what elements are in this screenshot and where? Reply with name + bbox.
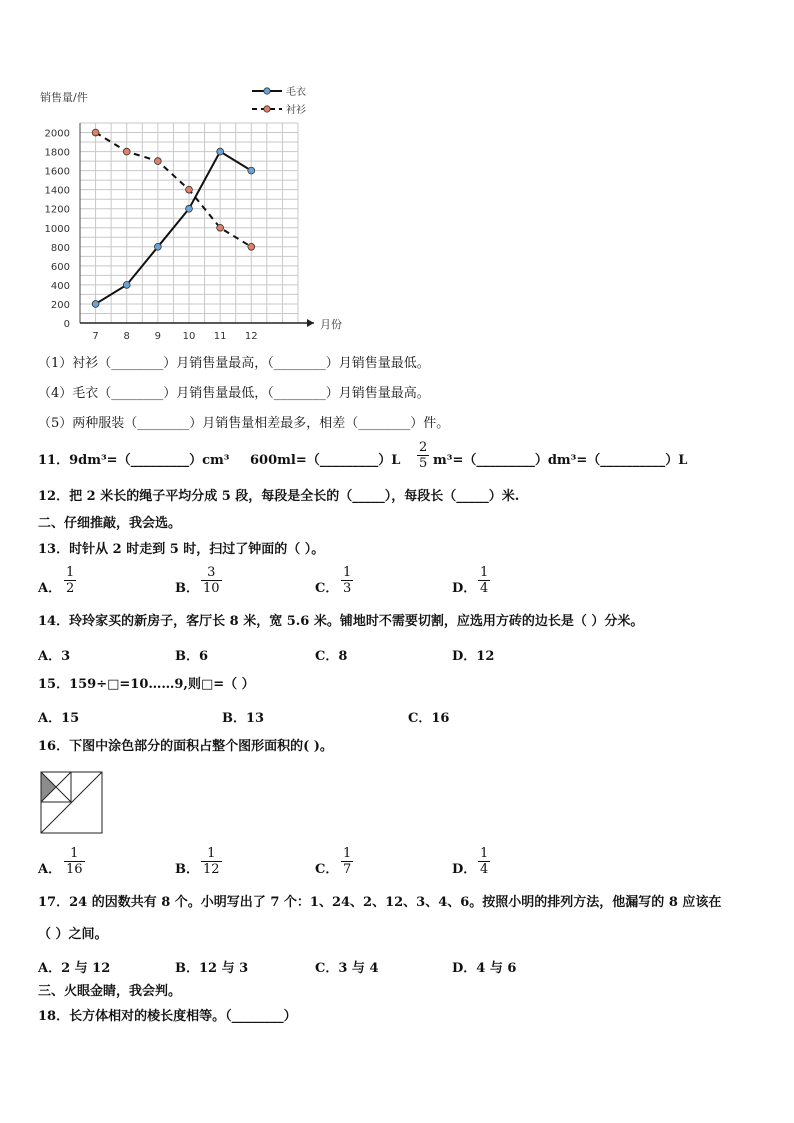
q14-option-c[interactable]: C．8 bbox=[315, 649, 348, 664]
fraction-numerator: 1 bbox=[66, 565, 75, 580]
question-11-part-a: 11．9dm³=（_________）cm³ bbox=[38, 453, 230, 468]
q15-option-b[interactable]: B．13 bbox=[222, 711, 265, 726]
data-point-sweater bbox=[186, 205, 193, 212]
fraction-denominator: 7 bbox=[343, 862, 352, 877]
fraction-numerator: 1 bbox=[480, 565, 489, 580]
data-point-shirt bbox=[154, 158, 161, 165]
x-tick-label: 7 bbox=[92, 331, 99, 340]
option-fraction bbox=[64, 846, 85, 877]
question-11-fraction bbox=[417, 440, 429, 471]
option-fraction bbox=[201, 565, 222, 596]
section-2-heading: 二、仔细推敲，我会选。 bbox=[38, 516, 182, 531]
question-14: 14．玲玲家买的新房子，客厅长 8 米，宽 5.6 米。铺地时不需要切割，应选用方砖的边长是（ ）分米。 bbox=[38, 614, 644, 629]
fraction-numerator: 2 bbox=[419, 440, 428, 455]
legend-label: 毛衣 bbox=[286, 87, 306, 98]
option-fraction bbox=[478, 846, 490, 877]
q14-option-b[interactable]: B．6 bbox=[175, 649, 209, 664]
data-point-sweater bbox=[217, 148, 224, 155]
y-tick-label: 1200 bbox=[44, 204, 70, 216]
y-tick-label: 0 bbox=[63, 319, 70, 330]
fraction-numerator: 1 bbox=[64, 846, 85, 862]
option-label: B． bbox=[175, 581, 199, 596]
q17-option-d[interactable]: D．4 与 6 bbox=[452, 961, 517, 976]
question-5: （5）两种服装（________）月销售量相差最多，相差（________）件。 bbox=[38, 416, 450, 431]
x-tick-label: 9 bbox=[154, 331, 162, 340]
legend-marker bbox=[264, 106, 270, 112]
y-tick-label: 200 bbox=[50, 299, 70, 311]
question-15: 15．159÷□=10……9,则□=（ ） bbox=[38, 677, 255, 692]
question-11-part-b: 600ml=（_________）L bbox=[250, 453, 401, 468]
x-tick-label: 12 bbox=[244, 331, 258, 340]
data-point-shirt bbox=[186, 186, 193, 193]
option-label: A． bbox=[38, 581, 62, 596]
data-point-shirt bbox=[217, 224, 224, 231]
question-13: 13．时针从 2 时走到 5 时，扫过了钟面的（ ）。 bbox=[38, 542, 325, 557]
fraction-numerator: 1 bbox=[201, 846, 222, 862]
question-12: 12．把 2 米长的绳子平均分成 5 段，每段是全长的（_____），每段长（_____）米. bbox=[38, 489, 520, 504]
legend-label: 衬衫 bbox=[286, 105, 306, 116]
question-16: 16．下图中涂色部分的面积占整个图形面积的( )。 bbox=[38, 739, 333, 754]
fraction-numerator: 1 bbox=[343, 565, 352, 580]
q17-option-b[interactable]: B．12 与 3 bbox=[175, 961, 249, 976]
data-point-shirt bbox=[248, 243, 255, 250]
fraction-denominator: 4 bbox=[480, 581, 489, 596]
fraction-denominator: 2 bbox=[66, 581, 75, 596]
x-tick-label: 11 bbox=[213, 331, 227, 340]
question-17-line-2: （ ）之间。 bbox=[38, 927, 108, 942]
data-point-sweater bbox=[123, 282, 130, 289]
q16-option-c[interactable] bbox=[315, 846, 352, 877]
q16-option-b[interactable] bbox=[175, 846, 220, 877]
fraction-numerator: 1 bbox=[480, 846, 489, 861]
fraction-denominator: 12 bbox=[203, 862, 220, 877]
sales-line-chart bbox=[30, 80, 350, 340]
option-fraction bbox=[64, 565, 76, 596]
option-fraction bbox=[201, 846, 222, 877]
fraction-numerator: 1 bbox=[343, 846, 352, 861]
y-tick-label: 1600 bbox=[44, 166, 70, 178]
fraction-denominator: 16 bbox=[66, 862, 83, 877]
q15-option-a[interactable]: A．15 bbox=[38, 711, 80, 726]
question-18: 18．长方体相对的棱长度相等。（________） bbox=[38, 1009, 297, 1024]
q17-option-c[interactable]: C．3 与 4 bbox=[315, 961, 379, 976]
legend-marker bbox=[264, 88, 270, 94]
shaded-square-figure bbox=[40, 771, 104, 835]
fraction-denominator: 5 bbox=[419, 456, 428, 471]
data-point-shirt bbox=[92, 129, 99, 136]
option-label: B． bbox=[175, 862, 199, 877]
x-axis-label: 月份 bbox=[320, 318, 342, 331]
option-label: C． bbox=[315, 862, 339, 877]
x-axis-arrow bbox=[307, 319, 314, 327]
y-tick-label: 1400 bbox=[44, 185, 70, 197]
option-label: D． bbox=[452, 862, 477, 877]
y-tick-label: 1000 bbox=[44, 223, 70, 235]
fraction-denominator: 3 bbox=[343, 581, 352, 596]
option-fraction bbox=[341, 846, 353, 877]
fraction-numerator: 3 bbox=[201, 565, 222, 581]
q13-option-c[interactable] bbox=[315, 565, 352, 596]
data-point-sweater bbox=[154, 243, 161, 250]
question-11-part-c: m³=（_________）dm³=（__________）L bbox=[433, 453, 688, 468]
y-tick-label: 800 bbox=[50, 242, 70, 254]
option-label: C． bbox=[315, 581, 339, 596]
q13-option-a[interactable] bbox=[38, 565, 75, 596]
shaded-region bbox=[41, 772, 56, 802]
data-point-sweater bbox=[248, 167, 255, 174]
question-4: （4）毛衣（________）月销售量最低，（________）月销售量最高。 bbox=[38, 386, 430, 401]
y-tick-label: 600 bbox=[50, 261, 70, 273]
q16-option-d[interactable] bbox=[452, 846, 489, 877]
y-tick-label: 2000 bbox=[44, 128, 70, 140]
option-label: A． bbox=[38, 862, 62, 877]
q14-option-a[interactable]: A．3 bbox=[38, 649, 71, 664]
q13-option-d[interactable] bbox=[452, 565, 489, 596]
q17-option-a[interactable]: A．2 与 12 bbox=[38, 961, 111, 976]
option-fraction bbox=[341, 565, 353, 596]
fraction-denominator: 4 bbox=[480, 862, 489, 877]
data-point-sweater bbox=[92, 301, 99, 308]
q13-option-b[interactable] bbox=[175, 565, 220, 596]
option-label: D． bbox=[452, 581, 477, 596]
question-17-line-1: 17．24 的因数共有 8 个。小明写出了 7 个：1、24、2、12、3、4、6。按照小明的排列方法，他漏写的 8 应该在 bbox=[38, 895, 722, 910]
section-3-heading: 三、火眼金睛，我会判。 bbox=[38, 984, 182, 999]
x-tick-label: 10 bbox=[182, 331, 196, 340]
data-point-shirt bbox=[123, 148, 130, 155]
option-fraction bbox=[478, 565, 490, 596]
fraction-denominator: 10 bbox=[203, 581, 220, 596]
q14-option-d[interactable]: D．12 bbox=[452, 649, 495, 664]
question-1: （1）衬衫（________）月销售量最高，（________）月销售量最低。 bbox=[38, 356, 430, 371]
y-axis-label: 销售量/件 bbox=[40, 91, 88, 104]
x-tick-label: 8 bbox=[123, 331, 130, 340]
y-tick-label: 400 bbox=[50, 280, 70, 292]
y-tick-label: 1800 bbox=[44, 147, 70, 159]
q16-option-a[interactable] bbox=[38, 846, 83, 877]
q15-option-c[interactable]: C．16 bbox=[408, 711, 450, 726]
